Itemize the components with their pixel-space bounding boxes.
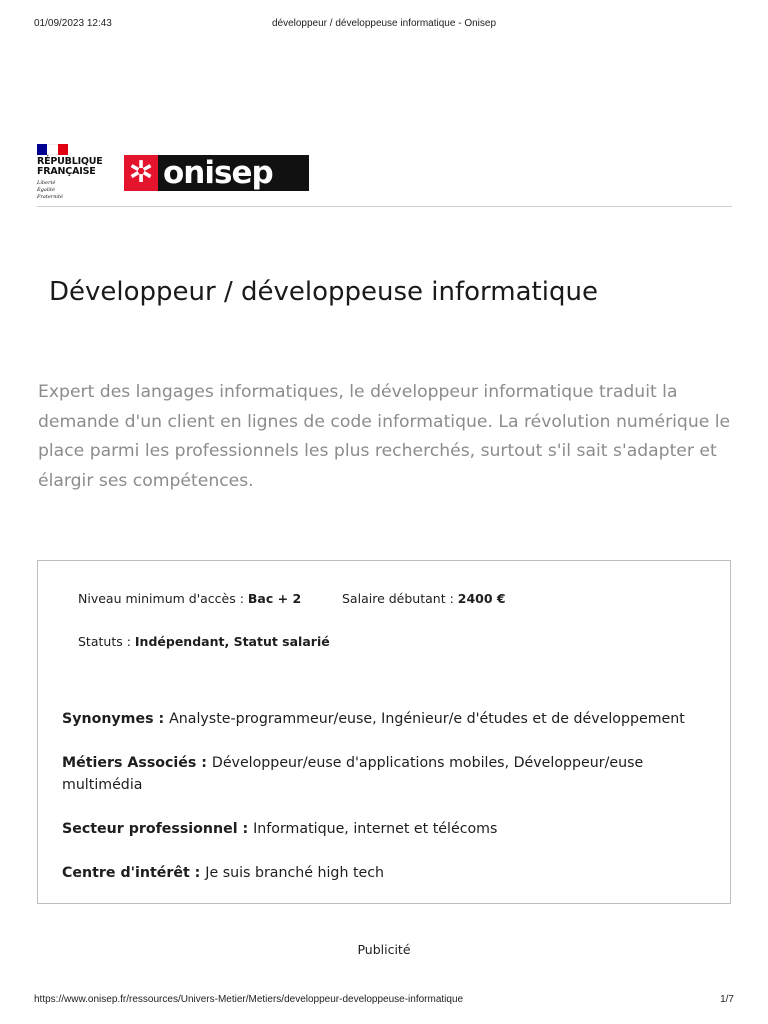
french-flag-icon xyxy=(37,144,68,155)
metiers-associes-label: Métiers Associés : xyxy=(62,755,212,771)
publicite-label: Publicité xyxy=(357,942,411,957)
secteur-professionnel xyxy=(62,818,712,840)
print-url: https://www.onisep.fr/ressources/Univers-Metier/Metiers/developpeur-developpeuse-informatique xyxy=(34,994,464,1005)
synonymes xyxy=(62,708,712,730)
niveau-acces xyxy=(78,591,301,606)
print-page-title: développeur / développeuse informatique - Onisep xyxy=(271,18,497,29)
header-divider xyxy=(37,206,732,207)
secteur-label: Secteur professionnel : xyxy=(62,821,254,837)
statuts xyxy=(78,634,330,649)
republique-francaise-text: RÉPUBLIQUE FRANÇAISE xyxy=(37,156,103,177)
synonymes-label: Synonymes : xyxy=(62,711,170,727)
republique-motto: Liberté Égalité Fraternité xyxy=(37,180,63,200)
synonymes-value: Analyste-programmeur/euse, Ingénieur/e d'études et de développement xyxy=(169,711,685,727)
onisep-asterisk-icon: ✲ xyxy=(124,155,158,191)
salaire-value: 2400 € xyxy=(457,591,506,606)
page-title: Développeur / développeuse informatique xyxy=(49,277,598,307)
niveau-acces-value: Bac + 2 xyxy=(247,591,302,606)
niveau-acces-label: Niveau minimum d'accès : xyxy=(78,591,248,606)
salaire-label: Salaire débutant : xyxy=(342,591,458,606)
centre-interet-label: Centre d'intérêt : xyxy=(62,865,206,881)
metiers-associes-value[interactable]: Développeur/euse d'applications mobiles, Développeur/euse multimédia xyxy=(62,755,644,793)
job-info-box xyxy=(37,560,731,904)
print-page-number: 1/7 xyxy=(720,994,734,1005)
intro-paragraph: Expert des langages informatiques, le développeur informatique traduit la demande d'un client en lignes de code informatique. La révolution numérique le place parmi les professionnels les plus recherchés, surtout s'il sait s'adapter et élargir ses compétences. xyxy=(38,382,731,491)
statuts-label: Statuts : xyxy=(78,634,135,649)
republique-francaise-logo[interactable] xyxy=(37,144,117,206)
onisep-logo[interactable] xyxy=(124,155,309,191)
centre-interet-value[interactable]: Je suis branché high tech xyxy=(205,865,385,881)
print-date: 01/09/2023 12:43 xyxy=(34,18,112,29)
statuts-value: Indépendant, Statut salarié xyxy=(134,634,330,649)
salaire-debutant xyxy=(342,591,506,606)
metiers-associes xyxy=(62,752,712,796)
centre-interet xyxy=(62,862,712,884)
secteur-value[interactable]: Informatique, internet et télécoms xyxy=(253,821,498,837)
onisep-logo-text: onisep xyxy=(163,155,273,191)
